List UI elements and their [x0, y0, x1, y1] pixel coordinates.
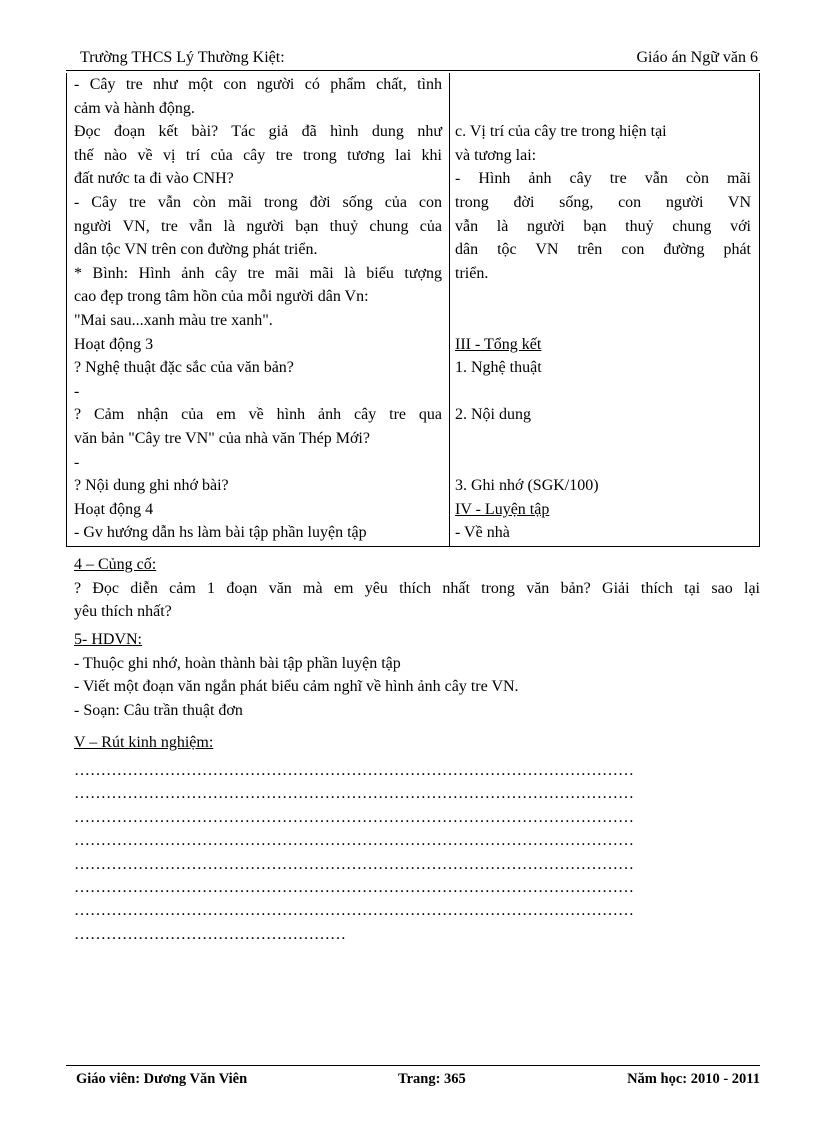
table-column-divider: [449, 73, 450, 547]
table-left-line: thế nào về vị trí của cây tre trong tương lai khi: [74, 146, 442, 164]
dotted-line: ……………………………………………: [74, 925, 346, 943]
summary-heading: III - Tổng kết: [455, 335, 542, 353]
section-4: [74, 553, 760, 624]
table-left-line: cao đẹp trong tâm hồn của mỗi người dân Vn:: [74, 288, 369, 306]
table-left-line: ? Cảm nhận của em về hình ảnh cây tre qua: [74, 406, 442, 424]
table-right-line: 1. Nghệ thuật: [455, 359, 542, 377]
table-border-left: [66, 73, 67, 547]
section-5-item: - Viết một đoạn văn ngắn phát biểu cảm nghĩ về hình ảnh cây tre VN.: [74, 678, 519, 696]
table-left-line: người VN, tre vẫn là người bạn thuỷ chung của: [74, 217, 442, 235]
section-5-item: - Soạn: Câu trần thuật đơn: [74, 701, 243, 719]
table-left-line: * Bình: Hình ảnh cây tre mãi mãi là biểu tượng: [74, 264, 442, 282]
table-border-right: [759, 73, 760, 547]
activity-4-label: Hoạt động 4: [74, 500, 154, 518]
footer-school-year: Năm học: 2010 - 2011: [627, 1071, 760, 1087]
footer-divider: [66, 1065, 760, 1066]
table-right-line: [455, 97, 751, 121]
table-right-column: [455, 73, 751, 545]
dotted-line: ……………………………………………………………………………………………: [74, 855, 634, 873]
table-left-line: - Cây tre vẫn còn mãi trong đời sống của con: [74, 193, 442, 211]
table-right-line: - Về nhà: [455, 524, 510, 542]
section-4-line: yêu thích nhất?: [74, 603, 172, 621]
table-left-line: -: [74, 382, 80, 400]
table-right-line: triển.: [455, 264, 489, 282]
table-left-line: dân tộc VN trên con đường phát triển.: [74, 241, 318, 259]
dotted-line: ……………………………………………………………………………………………: [74, 762, 634, 779]
practice-heading: IV - Luyện tập: [455, 500, 550, 518]
table-left-line: ? Nghệ thuật đặc sắc của văn bản?: [74, 359, 294, 377]
table-right-line: 3. Ghi nhớ (SGK/100): [455, 477, 599, 495]
table-right-line: vẫn là người bạn thuỷ chung với: [455, 217, 751, 235]
lesson-table: [66, 73, 760, 547]
section-v: [74, 731, 760, 755]
section-5: [74, 628, 760, 722]
footer-page-number: Trang: 365: [398, 1071, 466, 1087]
table-left-line: - Gv hướng dẫn hs làm bài tập phần luyện tập: [74, 524, 367, 542]
table-left-line: ? Nội dung ghi nhớ bài?: [74, 477, 229, 495]
table-right-line: [455, 451, 751, 475]
table-right-line: dân tộc VN trên con đường phát: [455, 241, 751, 259]
table-right-line: 2. Nội dung: [455, 406, 531, 424]
page-header: [74, 46, 760, 72]
table-right-line: [455, 427, 751, 451]
school-name: Trường THCS Lý Thường Kiệt:: [80, 49, 285, 66]
table-left-line: Đọc đoạn kết bài? Tác giả đã hình dung như: [74, 123, 442, 141]
activity-3-label: Hoạt động 3: [74, 335, 154, 353]
dotted-line: ……………………………………………………………………………………………: [74, 902, 634, 920]
dotted-line: ……………………………………………………………………………………………: [74, 832, 634, 850]
table-right-line: c. Vị trí của cây tre trong hiện tại: [455, 123, 667, 141]
dotted-line: ……………………………………………………………………………………………: [74, 878, 634, 896]
section-5-heading: 5- HDVN:: [74, 631, 142, 648]
dotted-line: ……………………………………………………………………………………………: [74, 808, 634, 826]
notes-dotted-lines: [74, 759, 750, 946]
section-4-line: ? Đọc diễn cảm 1 đoạn văn mà em yêu thích nhất trong văn bản? Giải thích tại sao lại: [74, 579, 760, 597]
table-left-column: [74, 73, 442, 545]
section-v-heading: V – Rút kinh nghiệm:: [74, 734, 214, 751]
table-left-line: -: [74, 453, 80, 471]
table-right-line: trong đời sống, con người VN: [455, 193, 751, 211]
table-left-line: - Cây tre như một con người có phẩm chất, tình: [74, 76, 442, 93]
table-left-line: văn bản "Cây tre VN" của nhà văn Thép Mới?: [74, 429, 370, 447]
table-right-line: [455, 380, 751, 404]
table-right-line: [455, 309, 751, 333]
section-5-item: - Thuộc ghi nhớ, hoàn thành bài tập phần luyện tập: [74, 654, 401, 672]
footer-teacher: Giáo viên: Dương Văn Viên: [76, 1071, 248, 1087]
table-left-line: đất nước ta đi vào CNH?: [74, 170, 234, 188]
table-right-line: [455, 73, 751, 97]
table-right-line: và tương lai:: [455, 146, 537, 164]
table-left-line: "Mai sau...xanh màu tre xanh".: [74, 311, 273, 329]
subject-title: Giáo án Ngữ văn 6: [636, 49, 758, 66]
dotted-line: ……………………………………………………………………………………………: [74, 785, 634, 803]
table-border-bottom: [66, 546, 760, 547]
table-right-line: - Hình ảnh cây tre vẫn còn mãi: [455, 170, 751, 188]
table-right-line: [455, 285, 751, 309]
header-divider: [66, 70, 760, 71]
table-left-line: cảm và hành động.: [74, 99, 195, 117]
section-4-heading: 4 – Củng cố:: [74, 556, 157, 573]
